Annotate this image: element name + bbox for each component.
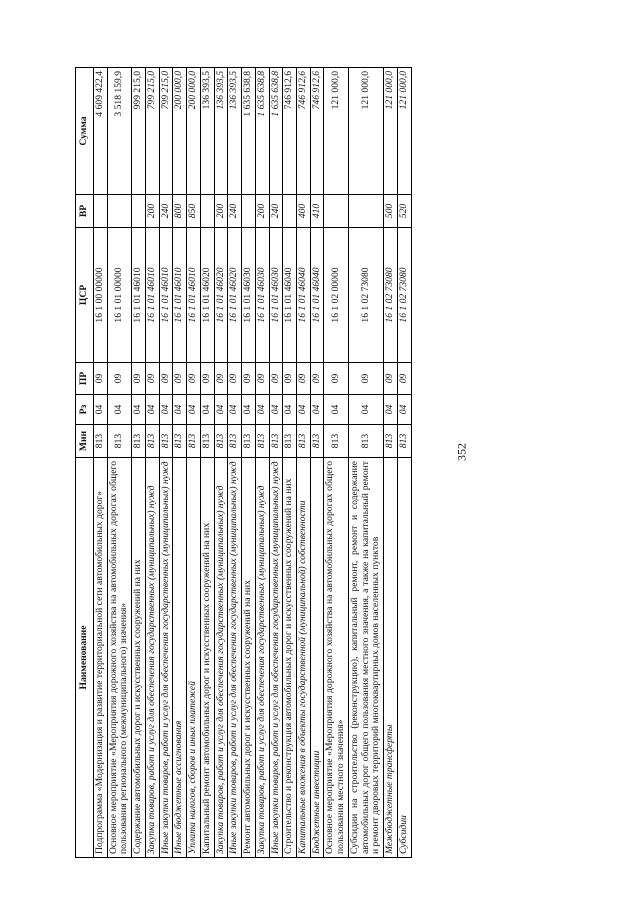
cell-csr: 16 1 01 46020 xyxy=(214,228,228,363)
table-body xyxy=(94,68,412,858)
cell-rz: 04 xyxy=(384,395,398,425)
cell-sum: 1 635 638,8 xyxy=(255,68,269,195)
cell-pr: 09 xyxy=(255,363,269,395)
cell-rz: 04 xyxy=(228,395,242,425)
cell-rz: 04 xyxy=(297,395,311,425)
cell-name: Закупка товаров, работ и услуг для обеспечения государственных (муниципальных) нужд xyxy=(214,458,228,858)
cell-pr: 09 xyxy=(214,363,228,395)
cell-min: 813 xyxy=(228,425,242,458)
cell-name: Капитальный ремонт автомобильных дорог и искусственных сооружений на них xyxy=(200,458,214,858)
cell-vr: 500 xyxy=(384,195,398,228)
cell-pr: 09 xyxy=(145,363,159,395)
cell-vr: 410 xyxy=(310,195,324,228)
cell-vr: 200 xyxy=(214,195,228,228)
cell-min: 813 xyxy=(397,425,411,458)
cell-csr: 16 1 01 46040 xyxy=(283,228,297,363)
cell-rz: 04 xyxy=(269,395,283,425)
table-row xyxy=(297,68,311,858)
table-row xyxy=(384,68,398,858)
cell-rz: 04 xyxy=(132,395,146,425)
header-min: Мин xyxy=(76,425,94,458)
cell-csr: 16 1 01 46010 xyxy=(132,228,146,363)
table-row xyxy=(397,68,411,858)
cell-vr xyxy=(94,195,108,228)
header-sum: Сумма xyxy=(76,68,94,195)
cell-sum: 1 635 638,8 xyxy=(242,68,256,195)
cell-pr: 09 xyxy=(132,363,146,395)
table-row xyxy=(269,68,283,858)
cell-pr: 09 xyxy=(348,363,383,395)
cell-pr: 09 xyxy=(200,363,214,395)
cell-min: 813 xyxy=(94,425,108,458)
cell-csr: 16 1 01 46010 xyxy=(173,228,187,363)
cell-rz: 04 xyxy=(255,395,269,425)
cell-pr: 09 xyxy=(297,363,311,395)
cell-pr: 09 xyxy=(173,363,187,395)
table-row xyxy=(214,68,228,858)
cell-rz: 04 xyxy=(94,395,108,425)
cell-csr: 16 1 00 00000 xyxy=(94,228,108,363)
table-row xyxy=(107,68,131,858)
rotated-page-content xyxy=(75,68,610,858)
cell-rz: 04 xyxy=(242,395,256,425)
cell-name: Закупка товаров, работ и услуг для обеспечения государственных (муниципальных) нужд xyxy=(255,458,269,858)
cell-vr: 400 xyxy=(297,195,311,228)
cell-name: Иные закупки товаров, работ и услуг для обеспечения государственных (муниципальных) нужд xyxy=(228,458,242,858)
cell-pr: 09 xyxy=(242,363,256,395)
cell-vr: 200 xyxy=(145,195,159,228)
cell-min: 813 xyxy=(348,425,383,458)
table-row xyxy=(159,68,173,858)
cell-pr: 09 xyxy=(384,363,398,395)
cell-min: 813 xyxy=(297,425,311,458)
table-row xyxy=(228,68,242,858)
cell-csr: 16 1 02 73080 xyxy=(397,228,411,363)
cell-min: 813 xyxy=(255,425,269,458)
cell-rz: 04 xyxy=(107,395,131,425)
cell-min: 813 xyxy=(187,425,201,458)
table-header-row xyxy=(76,68,94,858)
cell-sum: 746 912,6 xyxy=(310,68,324,195)
cell-vr xyxy=(283,195,297,228)
cell-min: 813 xyxy=(159,425,173,458)
cell-vr xyxy=(324,195,348,228)
cell-rz: 04 xyxy=(310,395,324,425)
cell-min: 813 xyxy=(242,425,256,458)
cell-name: Субсидии xyxy=(397,458,411,858)
cell-vr: 800 xyxy=(173,195,187,228)
cell-name: Бюджетные инвестиции xyxy=(310,458,324,858)
cell-min: 813 xyxy=(132,425,146,458)
cell-min: 813 xyxy=(145,425,159,458)
cell-name: Содержание автомобильных дорог и искусственных сооружений на них xyxy=(132,458,146,858)
table-row xyxy=(145,68,159,858)
table-row xyxy=(187,68,201,858)
cell-pr: 09 xyxy=(269,363,283,395)
cell-rz: 04 xyxy=(173,395,187,425)
cell-min: 813 xyxy=(173,425,187,458)
cell-rz: 04 xyxy=(324,395,348,425)
cell-csr: 16 1 01 00000 xyxy=(107,228,131,363)
cell-vr: 850 xyxy=(187,195,201,228)
cell-csr: 16 1 01 46010 xyxy=(159,228,173,363)
cell-min: 813 xyxy=(200,425,214,458)
cell-pr: 09 xyxy=(324,363,348,395)
cell-sum: 799 215,0 xyxy=(145,68,159,195)
cell-pr: 09 xyxy=(94,363,108,395)
cell-name: Ремонт автомобильных дорог и искусственных сооружений на них xyxy=(242,458,256,858)
cell-vr xyxy=(242,195,256,228)
cell-sum: 121 000,0 xyxy=(348,68,383,195)
header-csr: ЦСР xyxy=(76,228,94,363)
cell-pr: 09 xyxy=(107,363,131,395)
cell-min: 813 xyxy=(269,425,283,458)
table-row xyxy=(132,68,146,858)
table-row xyxy=(348,68,383,858)
cell-rz: 04 xyxy=(348,395,383,425)
table-row xyxy=(283,68,297,858)
cell-sum: 4 609 422,4 xyxy=(94,68,108,195)
cell-pr: 09 xyxy=(228,363,242,395)
table-row xyxy=(255,68,269,858)
header-rz: Рз xyxy=(76,395,94,425)
cell-vr: 240 xyxy=(159,195,173,228)
cell-sum: 3 518 159,9 xyxy=(107,68,131,195)
cell-vr: 200 xyxy=(255,195,269,228)
cell-pr: 09 xyxy=(397,363,411,395)
cell-sum: 121 000,0 xyxy=(397,68,411,195)
cell-min: 813 xyxy=(384,425,398,458)
cell-sum: 999 215,0 xyxy=(132,68,146,195)
cell-vr xyxy=(200,195,214,228)
cell-rz: 04 xyxy=(159,395,173,425)
table-row xyxy=(173,68,187,858)
cell-min: 813 xyxy=(107,425,131,458)
cell-name: Основное мероприятие «Мероприятия дорожного хозяйства на автомобильных дорогах общего пользования регионального (межмуниципального) значения» xyxy=(107,458,131,858)
cell-name: Иные бюджетные ассигнования xyxy=(173,458,187,858)
cell-name: Уплата налогов, сборов и иных платежей xyxy=(187,458,201,858)
cell-sum: 200 000,0 xyxy=(173,68,187,195)
cell-rz: 04 xyxy=(200,395,214,425)
cell-name: Закупка товаров, работ и услуг для обеспечения государственных (муниципальных) нужд xyxy=(145,458,159,858)
cell-name: Основное мероприятие «Мероприятия дорожного хозяйства на автомобильных дорогах общего пользования местного значения» xyxy=(324,458,348,858)
cell-sum: 746 912,6 xyxy=(283,68,297,195)
cell-min: 813 xyxy=(310,425,324,458)
cell-sum: 136 393,5 xyxy=(228,68,242,195)
table-row xyxy=(94,68,108,858)
cell-vr: 240 xyxy=(228,195,242,228)
cell-sum: 746 912,6 xyxy=(297,68,311,195)
cell-sum: 799 215,0 xyxy=(159,68,173,195)
cell-csr: 16 1 01 46030 xyxy=(269,228,283,363)
cell-min: 813 xyxy=(324,425,348,458)
table-row xyxy=(242,68,256,858)
cell-name: Капитальные вложения в объекты государственной (муниципальной) собственности xyxy=(297,458,311,858)
cell-rz: 04 xyxy=(214,395,228,425)
header-vr: ВР xyxy=(76,195,94,228)
cell-vr: 240 xyxy=(269,195,283,228)
cell-pr: 09 xyxy=(310,363,324,395)
cell-name: Субсидии на строительство (реконструкцию), капитальный ремонт, ремонт и содержание автомобильных дорог общего пользования местного значения, а также на капитальный ремонт и ремонт дворовых территорий многоквартирных домов населенных пунктов xyxy=(348,458,383,858)
cell-min: 813 xyxy=(214,425,228,458)
cell-vr xyxy=(132,195,146,228)
cell-sum: 121 000,0 xyxy=(324,68,348,195)
cell-rz: 04 xyxy=(283,395,297,425)
cell-csr: 16 1 01 46010 xyxy=(187,228,201,363)
cell-min: 813 xyxy=(283,425,297,458)
cell-csr: 16 1 01 46040 xyxy=(310,228,324,363)
cell-sum: 200 000,0 xyxy=(187,68,201,195)
cell-name: Иные закупки товаров, работ и услуг для обеспечения государственных (муниципальных) нужд xyxy=(269,458,283,858)
header-pr: ПР xyxy=(76,363,94,395)
cell-pr: 09 xyxy=(159,363,173,395)
cell-vr xyxy=(107,195,131,228)
cell-name: Строительство и реконструкция автомобильных дорог и искусственных сооружений на них xyxy=(283,458,297,858)
cell-sum: 136 393,5 xyxy=(214,68,228,195)
cell-sum: 136 393,5 xyxy=(200,68,214,195)
cell-csr: 16 1 02 00000 xyxy=(324,228,348,363)
cell-csr: 16 1 01 46040 xyxy=(297,228,311,363)
cell-sum: 1 635 638,8 xyxy=(269,68,283,195)
table-row xyxy=(310,68,324,858)
cell-rz: 04 xyxy=(145,395,159,425)
cell-csr: 16 1 01 46020 xyxy=(228,228,242,363)
cell-csr: 16 1 01 46030 xyxy=(242,228,256,363)
table-row xyxy=(324,68,348,858)
cell-name: Межбюджетные трансферты xyxy=(384,458,398,858)
header-name: Наименование xyxy=(76,458,94,858)
cell-name: Иные закупки товаров, работ и услуг для обеспечения государственных (муниципальных) нужд xyxy=(159,458,173,858)
budget-table xyxy=(75,67,412,858)
cell-csr: 16 1 01 46030 xyxy=(255,228,269,363)
cell-rz: 04 xyxy=(187,395,201,425)
cell-vr: 520 xyxy=(397,195,411,228)
cell-rz: 04 xyxy=(397,395,411,425)
cell-vr xyxy=(348,195,383,228)
cell-pr: 09 xyxy=(283,363,297,395)
cell-name: Подпрограмма «Модернизация и развитие территориальной сети автомобильных дорог» xyxy=(94,458,108,858)
cell-csr: 16 1 01 46020 xyxy=(200,228,214,363)
table-row xyxy=(200,68,214,858)
cell-pr: 09 xyxy=(187,363,201,395)
cell-csr: 16 1 02 73080 xyxy=(384,228,398,363)
cell-sum: 121 000,0 xyxy=(384,68,398,195)
cell-csr: 16 1 02 73080 xyxy=(348,228,383,363)
page-number: 352 xyxy=(454,443,469,461)
cell-csr: 16 1 01 46010 xyxy=(145,228,159,363)
